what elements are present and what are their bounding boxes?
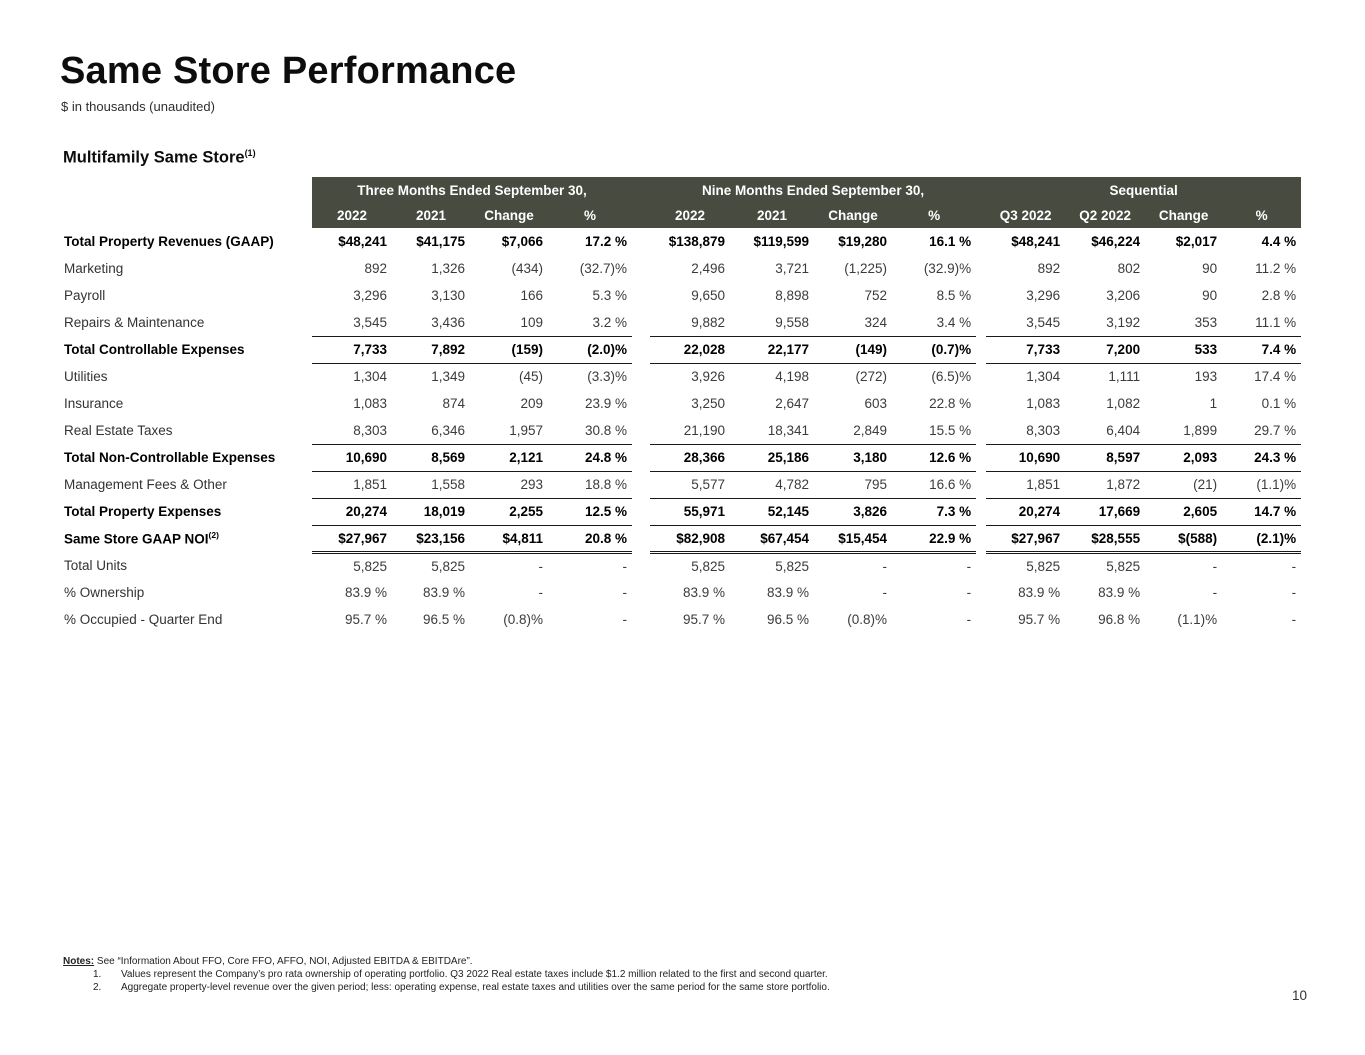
cell-value: 17.4 %: [1254, 369, 1297, 385]
group-gap: [976, 390, 986, 417]
cell-value: $138,879: [668, 234, 726, 249]
cell-value: $27,967: [986, 525, 1065, 552]
notes-intro-line: [63, 956, 1303, 968]
cell-value: $46,224: [1091, 234, 1141, 249]
cell-value: 22,028: [650, 336, 730, 363]
cell-value: 1,558: [392, 471, 470, 498]
cell-value: (0.8)%: [847, 612, 888, 627]
cell-value: 795: [814, 471, 892, 498]
cell-value: 8,569: [392, 444, 470, 471]
cell-value: 3,130: [431, 288, 465, 303]
group-gap: [632, 417, 650, 444]
cell-value: 15.5 %: [892, 417, 976, 444]
row-label: Payroll: [64, 288, 106, 303]
cell-value: 8,303: [312, 417, 392, 444]
cell-value: 1,872: [1065, 471, 1145, 498]
col-header-3m-change: Change: [470, 203, 548, 228]
cell-value: 23.9 %: [585, 396, 628, 411]
group-gap: [632, 309, 650, 336]
table-row: [63, 498, 1301, 525]
cell-value: 3,250: [691, 396, 726, 411]
cell-value: 83.9 %: [767, 585, 810, 600]
cell-value: 9,650: [691, 288, 726, 303]
group-gap: [632, 282, 650, 309]
cell-value: $19,280: [838, 234, 888, 249]
cell-value: -: [622, 558, 628, 574]
cell-value: 3,192: [1065, 309, 1145, 336]
table-row: [63, 336, 1301, 363]
cell-value: 1,083: [353, 396, 387, 411]
cell-value: $15,454: [814, 525, 892, 552]
cell-value: 5,825: [691, 558, 726, 574]
cell-value: 2,093: [1145, 444, 1222, 471]
col-header-seq-pct: %: [1222, 203, 1301, 228]
table-row: [63, 309, 1301, 336]
cell-value: (0.7)%: [892, 336, 976, 363]
group-gap: [632, 498, 650, 525]
page-subtitle: $ in thousands (unaudited): [61, 99, 215, 114]
cell-value: (149): [814, 336, 892, 363]
group-gap: [632, 552, 650, 579]
col-header-seq-change: Change: [1145, 203, 1222, 228]
note-number: 2.: [93, 982, 102, 993]
cell-value: 29.7 %: [1222, 417, 1301, 444]
cell-value: 2,255: [470, 498, 548, 525]
col-header-3m-2021: 2021: [392, 203, 470, 228]
cell-value: 10,690: [312, 444, 392, 471]
cell-value: (32.9)%: [923, 261, 972, 276]
cell-value: 209: [520, 396, 543, 411]
cell-value: 28,366: [650, 444, 730, 471]
row-label: Total Controllable Expenses: [64, 342, 245, 357]
cell-value: (32.7)%: [579, 261, 628, 276]
cell-value: -: [1212, 585, 1218, 600]
cell-value: 1,899: [1145, 417, 1222, 444]
cell-value: 18,019: [392, 498, 470, 525]
group-gap: [976, 525, 986, 552]
cell-value: 1,304: [1026, 369, 1061, 385]
cell-value: 892: [1037, 261, 1061, 276]
row-label: % Ownership: [64, 585, 145, 600]
note-item: [63, 982, 1303, 994]
cell-value: 752: [864, 288, 888, 303]
col-header-seq-q3: Q3 2022: [986, 203, 1065, 228]
cell-value: -: [1291, 585, 1297, 600]
cell-value: 1,326: [431, 261, 465, 276]
cell-value: $27,967: [312, 525, 392, 552]
cell-value: 3,180: [814, 444, 892, 471]
cell-value: 90: [1202, 261, 1218, 276]
cell-value: 90: [1202, 288, 1218, 303]
group-gap: [632, 606, 650, 633]
table-row: [63, 255, 1301, 282]
cell-value: -: [966, 612, 972, 627]
cell-value: 193: [1194, 369, 1218, 385]
cell-value: $48,241: [1011, 234, 1061, 249]
col-group-nine-months: Nine Months Ended September 30,: [650, 177, 976, 203]
table-body: [63, 228, 1301, 633]
cell-value: (2.1)%: [1222, 525, 1301, 552]
table-row: [63, 417, 1301, 444]
cell-value: 109: [470, 309, 548, 336]
cell-value: (45): [518, 369, 543, 385]
table-row: [63, 606, 1301, 633]
note-item: [63, 969, 1303, 981]
cell-value: 2.8 %: [1261, 288, 1297, 303]
cell-value: (1,225): [844, 261, 888, 276]
cell-value: 1,957: [470, 417, 548, 444]
cell-value: 5,825: [775, 558, 810, 574]
cell-value: 7,892: [392, 336, 470, 363]
cell-value: 166: [520, 288, 543, 303]
group-gap: [976, 228, 986, 255]
group-gap: [632, 363, 650, 390]
cell-value: 2,496: [691, 261, 726, 276]
cell-value: 1,082: [1106, 396, 1141, 411]
cell-value: (159): [470, 336, 548, 363]
cell-value: 3,296: [353, 288, 387, 303]
notes: [63, 956, 1303, 994]
group-gap: [976, 552, 986, 579]
row-footnote-ref: (2): [208, 530, 219, 541]
table-row: [63, 471, 1301, 498]
group-gap: [632, 444, 650, 471]
table-row: [63, 228, 1301, 255]
cell-value: $82,908: [650, 525, 730, 552]
cell-value: $2,017: [1175, 234, 1218, 249]
group-gap: [976, 417, 986, 444]
cell-value: $48,241: [338, 234, 387, 249]
cell-value: 20,274: [986, 498, 1065, 525]
row-label: Marketing: [64, 261, 124, 276]
row-label: Total Units: [64, 558, 128, 573]
col-group-sequential: Sequential: [986, 177, 1301, 203]
table-row: [63, 444, 1301, 471]
section-title-text: Multifamily Same Store: [63, 148, 245, 167]
cell-value: (3.3)%: [587, 369, 628, 385]
table-row: [63, 363, 1301, 390]
cell-value: 5,825: [1106, 558, 1141, 574]
cell-value: $28,555: [1065, 525, 1145, 552]
cell-value: (0.8)%: [503, 612, 543, 627]
cell-value: 3,545: [312, 309, 392, 336]
cell-value: 20.8 %: [548, 525, 632, 552]
col-header-3m-pct: %: [548, 203, 632, 228]
cell-value: 7,200: [1065, 336, 1145, 363]
cell-value: 12.6 %: [892, 444, 976, 471]
cell-value: $67,454: [730, 525, 814, 552]
page-number: 10: [1291, 988, 1307, 1003]
group-gap: [976, 498, 986, 525]
cell-value: 5,825: [1026, 558, 1061, 574]
group-gap: [632, 228, 650, 255]
cell-value: 18.8 %: [548, 471, 632, 498]
row-label: Utilities: [64, 369, 108, 384]
cell-value: $(588): [1145, 525, 1222, 552]
cell-value: 6,404: [1065, 417, 1145, 444]
row-label: Total Property Expenses: [64, 504, 222, 519]
group-gap: [976, 363, 986, 390]
cell-value: 5,825: [353, 558, 387, 574]
group-header-row: [63, 177, 1301, 203]
cell-value: -: [538, 585, 543, 600]
cell-value: 22.8 %: [929, 396, 972, 411]
cell-value: 83.9 %: [344, 585, 387, 600]
cell-value: 4,198: [775, 369, 810, 385]
cell-value: 802: [1117, 261, 1141, 276]
col-header-3m-2022: 2022: [312, 203, 392, 228]
cell-value: 8,597: [1065, 444, 1145, 471]
cell-value: $41,175: [416, 234, 465, 249]
cell-value: 96.8 %: [1098, 612, 1141, 627]
cell-value: 1: [1209, 396, 1218, 411]
cell-value: 353: [1145, 309, 1222, 336]
cell-value: 7,733: [986, 336, 1065, 363]
cell-value: 7.3 %: [892, 498, 976, 525]
header-spacer: [63, 177, 312, 203]
cell-value: 24.3 %: [1222, 444, 1301, 471]
cell-value: 2,121: [470, 444, 548, 471]
cell-value: 8.5 %: [936, 288, 972, 303]
cell-value: 1,851: [312, 471, 392, 498]
cell-value: -: [538, 558, 543, 574]
cell-value: 20,274: [312, 498, 392, 525]
cell-value: 14.7 %: [1222, 498, 1301, 525]
row-label: Total Property Revenues (GAAP): [64, 234, 274, 249]
cell-value: -: [1291, 612, 1297, 627]
cell-value: -: [622, 585, 628, 600]
cell-value: (1.1)%: [1177, 612, 1218, 627]
cell-value: 0.1 %: [1261, 396, 1297, 411]
table-row: [63, 282, 1301, 309]
group-gap: [976, 471, 986, 498]
col-header-9m-2022: 2022: [650, 203, 730, 228]
cell-value: 21,190: [650, 417, 730, 444]
cell-value: 5,825: [431, 558, 465, 574]
cell-value: 12.5 %: [548, 498, 632, 525]
cell-value: 1,304: [353, 369, 387, 385]
group-gap: [632, 203, 650, 228]
cell-value: (434): [511, 261, 543, 276]
cell-value: 1,111: [1108, 369, 1141, 385]
cell-value: (1.1)%: [1222, 471, 1301, 498]
cell-value: -: [882, 558, 888, 574]
cell-value: 1,083: [1026, 396, 1061, 411]
cell-value: 3,545: [986, 309, 1065, 336]
cell-value: 3,826: [814, 498, 892, 525]
cell-value: 9,558: [730, 309, 814, 336]
group-gap: [976, 203, 986, 228]
row-label: % Occupied - Quarter End: [64, 612, 223, 627]
cell-value: 3,206: [1106, 288, 1141, 303]
col-header-9m-change: Change: [814, 203, 892, 228]
cell-value: 83.9 %: [1018, 585, 1061, 600]
col-group-three-months: Three Months Ended September 30,: [312, 177, 632, 203]
notes-heading: Notes:: [63, 956, 95, 967]
note-text: Values represent the Company’s pro rata ownership of operating portfolio. Q3 2022 Real estate taxes include $1.2 million related to the first and second quarter.: [121, 969, 828, 980]
row-label: Real Estate Taxes: [64, 423, 173, 438]
cell-value: 533: [1145, 336, 1222, 363]
cell-value: 7,733: [312, 336, 392, 363]
group-gap: [632, 525, 650, 552]
cell-value: 2,605: [1145, 498, 1222, 525]
cell-value: (21): [1145, 471, 1222, 498]
cell-value: 95.7 %: [683, 612, 726, 627]
cell-value: 30.8 %: [548, 417, 632, 444]
cell-value: 95.7 %: [1018, 612, 1061, 627]
cell-value: (272): [855, 369, 888, 385]
cell-value: 16.6 %: [892, 471, 976, 498]
cell-value: 16.1 %: [929, 234, 972, 249]
group-gap: [976, 579, 986, 606]
cell-value: (2.0)%: [548, 336, 632, 363]
row-label: Management Fees & Other: [64, 477, 227, 492]
group-gap: [976, 336, 986, 363]
group-gap: [976, 606, 986, 633]
cell-value: 55,971: [650, 498, 730, 525]
cell-value: -: [882, 585, 888, 600]
group-gap: [976, 309, 986, 336]
cell-value: $119,599: [753, 234, 810, 249]
group-gap: [632, 579, 650, 606]
cell-value: 83.9 %: [1098, 585, 1141, 600]
cell-value: 1,349: [431, 369, 465, 385]
page-title: Same Store Performance: [60, 50, 517, 92]
cell-value: 4,782: [730, 471, 814, 498]
cell-value: 10,690: [986, 444, 1065, 471]
cell-value: 5.3 %: [592, 288, 628, 303]
group-gap: [632, 255, 650, 282]
cell-value: 5,577: [650, 471, 730, 498]
cell-value: $7,066: [501, 234, 543, 249]
row-label: Repairs & Maintenance: [64, 315, 205, 330]
cell-value: 2,647: [775, 396, 810, 411]
cell-value: -: [966, 585, 972, 600]
table-row: [63, 579, 1301, 606]
cell-value: 3.4 %: [892, 309, 976, 336]
cell-value: 22,177: [730, 336, 814, 363]
cell-value: 3.2 %: [548, 309, 632, 336]
group-gap: [632, 471, 650, 498]
note-text: Aggregate property-level revenue over the given period; less: operating expense, real estate taxes and utilities over the same period for the same store portfolio.: [121, 982, 830, 993]
cell-value: -: [1291, 558, 1297, 574]
cell-value: $4,811: [470, 525, 548, 552]
cell-value: 9,882: [650, 309, 730, 336]
cell-value: 4.4 %: [1261, 234, 1297, 249]
cell-value: -: [622, 612, 628, 627]
cell-value: 25,186: [730, 444, 814, 471]
col-header-9m-pct: %: [892, 203, 976, 228]
group-gap: [976, 282, 986, 309]
cell-value: 17,669: [1065, 498, 1145, 525]
cell-value: $23,156: [392, 525, 470, 552]
cell-value: 3,436: [392, 309, 470, 336]
group-gap: [632, 177, 650, 203]
group-gap: [976, 444, 986, 471]
cell-value: 24.8 %: [548, 444, 632, 471]
cell-value: -: [966, 558, 972, 574]
cell-value: 83.9 %: [422, 585, 465, 600]
section-title-footnote-ref: (1): [244, 148, 256, 158]
cell-value: 1,851: [986, 471, 1065, 498]
table-row: [63, 390, 1301, 417]
cell-value: 6,346: [392, 417, 470, 444]
cell-value: 8,303: [986, 417, 1065, 444]
notes-list: [63, 969, 1303, 994]
notes-intro: See “Information About FFO, Core FFO, AFFO, NOI, Adjusted EBITDA & EBITDAre”.: [96, 956, 473, 967]
cell-value: 8,898: [775, 288, 810, 303]
cell-value: (6.5)%: [931, 369, 972, 385]
column-header-row: [63, 203, 1301, 228]
note-number: 1.: [93, 969, 102, 980]
group-gap: [632, 336, 650, 363]
section-title: [63, 148, 256, 168]
cell-value: 52,145: [730, 498, 814, 525]
cell-value: 11.2 %: [1255, 261, 1297, 276]
header-spacer: [63, 203, 312, 228]
cell-value: 3,926: [691, 369, 726, 385]
cell-value: 3,296: [1026, 288, 1061, 303]
cell-value: 17.2 %: [585, 234, 628, 249]
cell-value: 11.1 %: [1222, 309, 1301, 336]
cell-value: 324: [814, 309, 892, 336]
cell-value: 96.5 %: [767, 612, 810, 627]
col-header-seq-q2: Q2 2022: [1065, 203, 1145, 228]
group-gap: [632, 390, 650, 417]
cell-value: 2,849: [814, 417, 892, 444]
cell-value: 18,341: [730, 417, 814, 444]
same-store-table: [63, 177, 1301, 633]
cell-value: 293: [470, 471, 548, 498]
row-label: Same Store GAAP NOI$^{(2)}$: [64, 530, 219, 547]
cell-value: 96.5 %: [422, 612, 465, 627]
col-header-9m-2021: 2021: [730, 203, 814, 228]
group-gap: [976, 255, 986, 282]
cell-value: 83.9 %: [683, 585, 726, 600]
cell-value: 95.7 %: [344, 612, 387, 627]
cell-value: 22.9 %: [892, 525, 976, 552]
table-row: [63, 525, 1301, 552]
row-label: Total Non-Controllable Expenses: [64, 450, 276, 465]
cell-value: -: [1212, 558, 1218, 574]
cell-value: 874: [442, 396, 465, 411]
cell-value: 603: [864, 396, 888, 411]
cell-value: 892: [364, 261, 387, 276]
row-label: Insurance: [64, 396, 124, 411]
cell-value: 7.4 %: [1222, 336, 1301, 363]
table-row: [63, 552, 1301, 579]
cell-value: 3,721: [775, 261, 810, 276]
group-gap: [976, 177, 986, 203]
